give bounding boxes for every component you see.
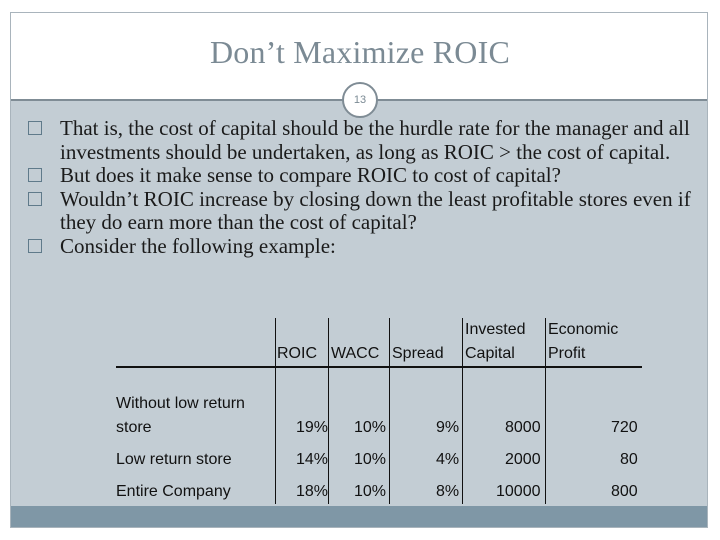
cell-spread: 4% xyxy=(436,451,460,468)
header-spread: Spread xyxy=(392,345,444,362)
column-divider xyxy=(328,318,329,504)
cell-wacc: 10% xyxy=(354,419,387,436)
row-label-continued: store xyxy=(116,419,152,436)
cell-economic-profit: 80 xyxy=(620,451,638,468)
header-rule xyxy=(116,366,642,368)
header-economic-line1: Economic xyxy=(548,321,619,338)
page-number: 13 xyxy=(342,82,378,118)
header-roic: ROIC xyxy=(277,345,317,362)
column-divider xyxy=(462,318,463,504)
cell-wacc: 10% xyxy=(354,483,387,500)
column-divider xyxy=(545,318,546,504)
bullet-text: That is, the cost of capital should be the hurdle rate for the manager and all investments should be undertaken, as long as ROIC > the cost of capital. xyxy=(60,116,690,164)
column-divider xyxy=(389,318,390,504)
header-invested-line1: Invested xyxy=(465,321,526,338)
cell-roic: 14% xyxy=(296,451,329,468)
row-label: Low return store xyxy=(116,451,232,468)
column-divider xyxy=(275,318,276,504)
cell-invested: 2000 xyxy=(505,451,541,468)
footer-bar xyxy=(11,506,707,527)
row-label: Entire Company xyxy=(116,483,231,500)
slide-title: Don’t Maximize ROIC xyxy=(209,34,511,70)
cell-invested: 10000 xyxy=(496,483,541,500)
bullet-text: Consider the following example: xyxy=(60,233,336,258)
cell-invested: 8000 xyxy=(505,419,541,436)
bullet-text: But does it make sense to compare ROIC to cost of capital? xyxy=(60,163,561,187)
cell-wacc: 10% xyxy=(354,451,387,468)
cell-economic-profit: 720 xyxy=(611,419,638,436)
header-economic-line2: Profit xyxy=(548,345,586,362)
row-label: Without low return xyxy=(116,395,245,412)
cell-roic: 19% xyxy=(296,419,329,436)
cell-roic: 18% xyxy=(296,483,329,500)
cell-economic-profit: 800 xyxy=(611,483,638,500)
cell-spread: 8% xyxy=(436,483,460,500)
header-wacc: WACC xyxy=(331,345,380,362)
cell-spread: 9% xyxy=(436,419,460,436)
bullet-text: Wouldn’t ROIC increase by closing down the least profitable stores even if they do earn more than the cost of capital? xyxy=(60,186,691,234)
header-invested-line2: Capital xyxy=(465,345,515,362)
